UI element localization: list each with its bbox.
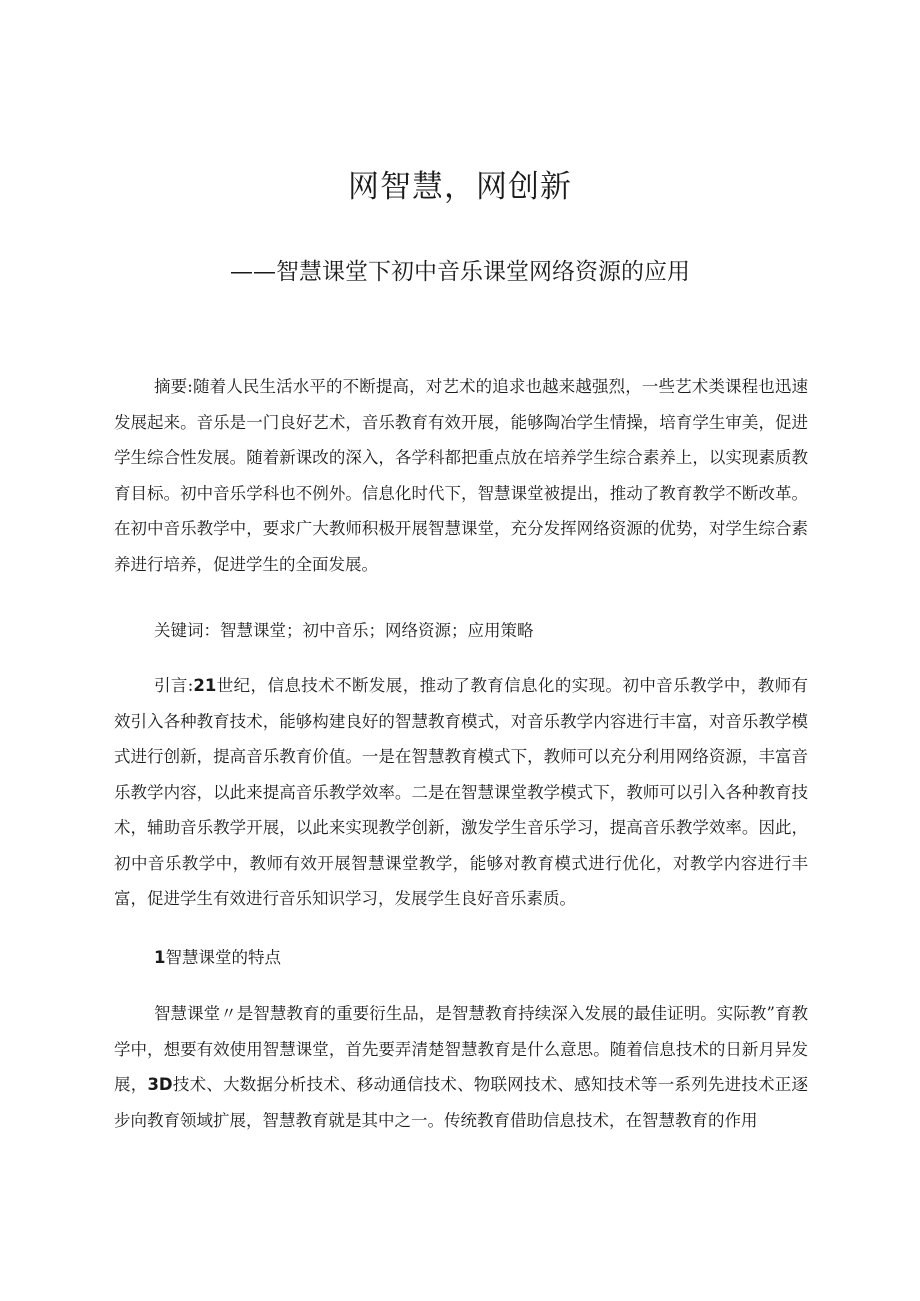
section-1-text-a: 智慧课堂〃是智慧教育的重要衍生品，是智慧教育持续深入发展的最佳证明。实际教”育教学中，想要有效使用智慧课堂，首先要弄清楚智慧教育是什么意思。随着信息技术的日新月异发展，	[114, 1004, 808, 1094]
section-1-heading-text: 智慧课堂的特点	[165, 948, 281, 967]
section-1-heading	[154, 940, 281, 976]
document-title: 网智慧，网创新	[348, 169, 572, 205]
section-1-text-b: 技术、大数据分析技术、移动通信技术、物联网技术、感知技术等一系列先进技术正逐步向教育领域扩展，智慧教育就是其中之一。传统教育借助信息技术，在智慧教育的作用	[114, 1075, 809, 1130]
keywords-label: 关键词：	[154, 621, 220, 640]
intro-paragraph	[114, 668, 808, 917]
abstract-text: 随着人民生活水平的不断提高，对艺术的追求也越来越强烈，一些艺术类课程也迅速发展起来。音乐是一门良好艺术，音乐教育有效开展，能够陶冶学生情操，培育学生审美，促进学生综合性发展。随着新课改的深入，各学科都把重点放在培养学生综合素养上，以实现素质教育目标。初中音乐学科也不例外。信息化时代下，智慧课堂被提出，推动了教育教学不断改革。在初中音乐教学中，要求广大教师积极开展智慧课堂，充分发挥网络资源的优势，对学生综合素养进行培养，促进学生的全面发展。	[114, 377, 808, 574]
keywords-text: 智慧课堂；初中音乐；网络资源；应用策略	[220, 621, 534, 640]
intro-century: 21	[193, 676, 217, 695]
abstract-paragraph	[114, 369, 808, 582]
abstract-label: 摘要:	[154, 377, 193, 396]
intro-text: 世纪，信息技术不断发展，推动了教育信息化的实现。初中音乐教学中，教师有效引入各种教育技术，能够构建良好的智慧教育模式，对音乐教学内容进行丰富，对音乐教学模式进行创新，提高音乐教育价值。一是在智慧教育模式下，教师可以充分利用网络资源，丰富音乐教学内容，以此来提高音乐教学效率。二是在智慧课堂教学模式下，教师可以引入各种教育技术，辅助音乐教学开展，以此来实现教学创新，激发学生音乐学习，提高音乐教学效率。因此，初中音乐教学中，教师有效开展智慧课堂教学，能够对教育模式进行优化，对教学内容进行丰富，促进学生有效进行音乐知识学习，发展学生良好音乐素质。	[114, 676, 809, 908]
section-1-3d: 3D	[147, 1075, 173, 1094]
section-1-paragraph	[114, 996, 808, 1138]
document-subtitle: ——智慧课堂下初中音乐课堂网络资源的应用	[230, 259, 690, 285]
section-1-number: 1	[154, 948, 166, 967]
keywords-paragraph	[114, 613, 808, 649]
intro-label: 引言:	[154, 676, 194, 695]
